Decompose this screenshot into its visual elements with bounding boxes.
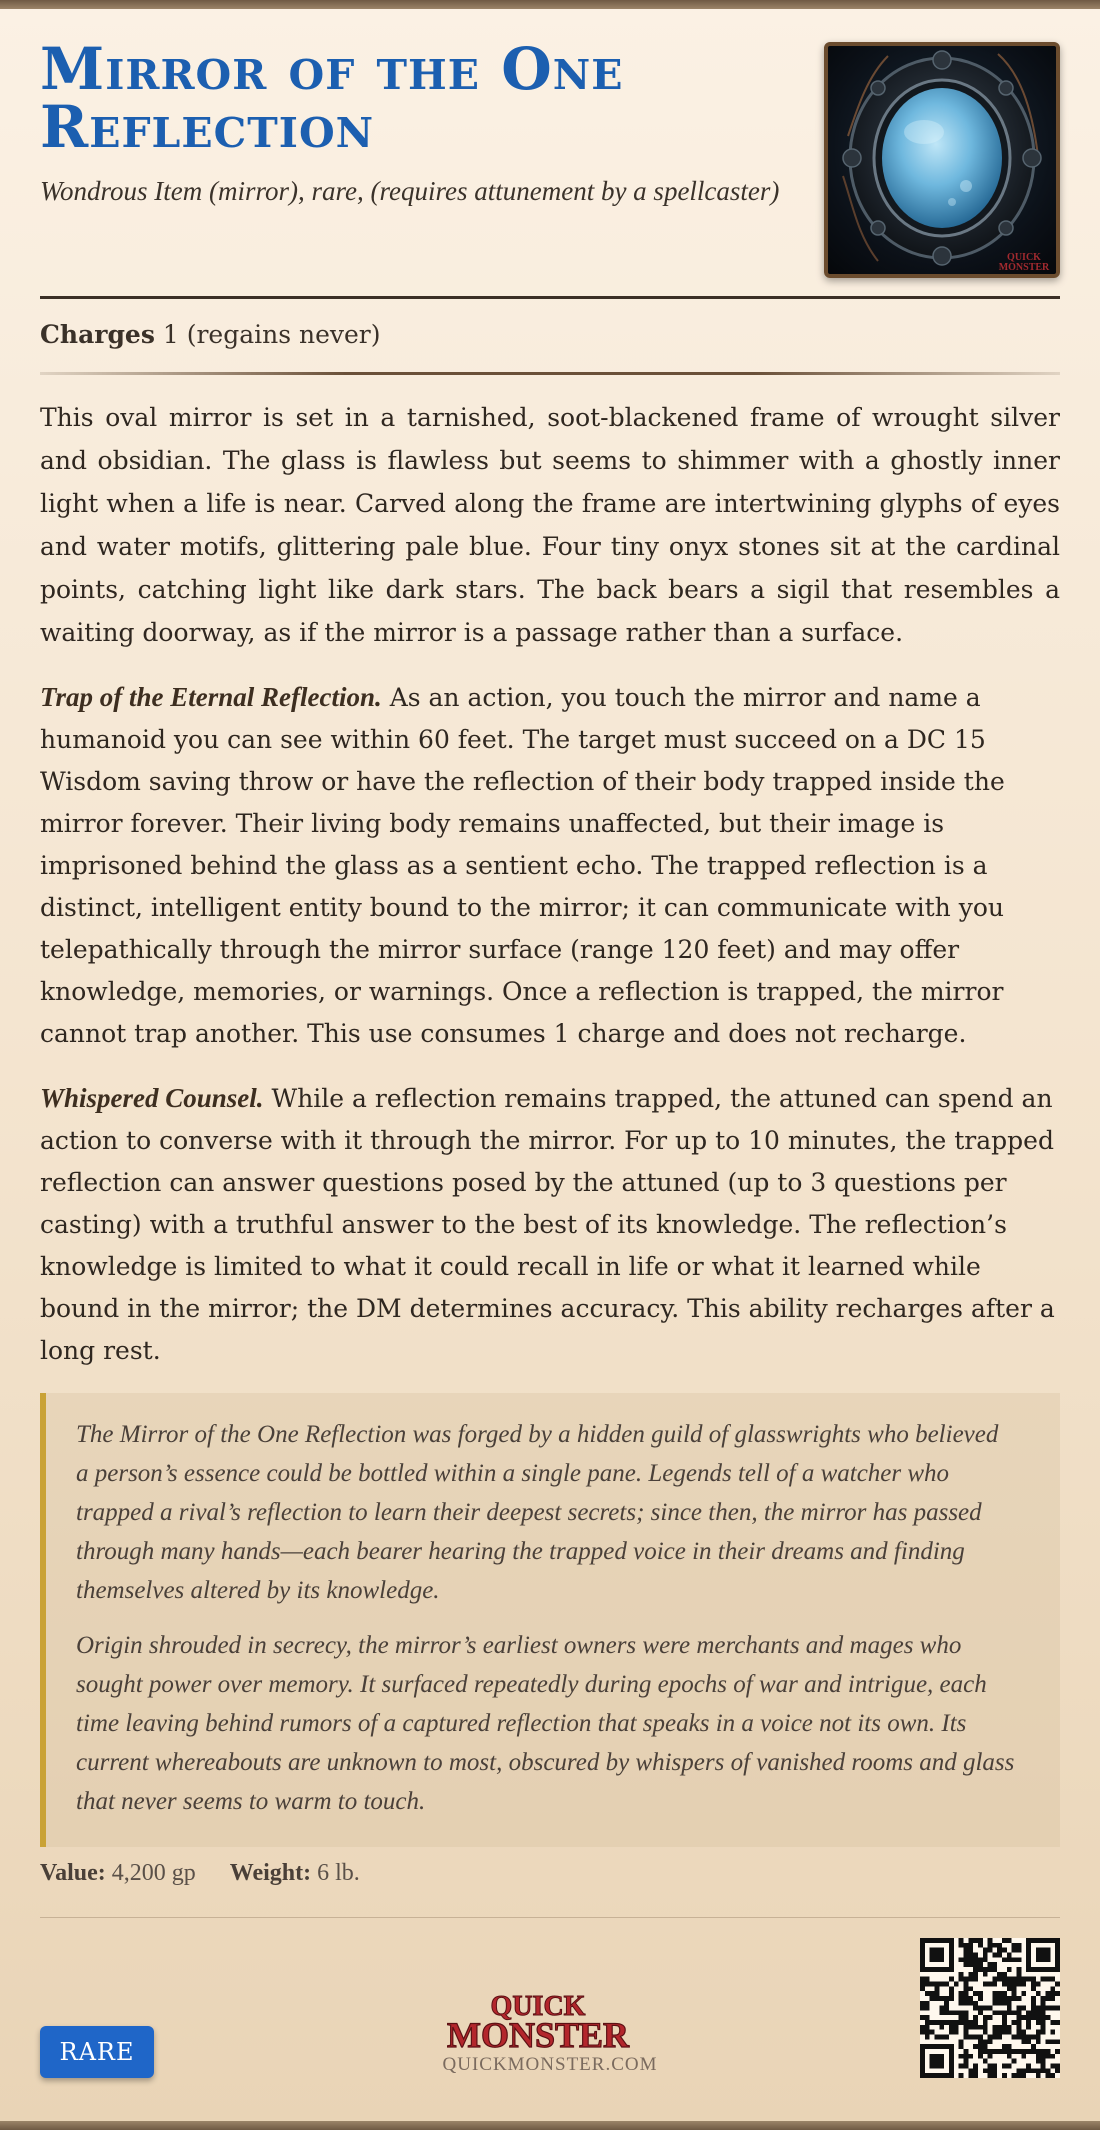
rarity-badge[interactable]: RARE: [40, 2026, 154, 2078]
charges-label: Charges: [40, 320, 155, 349]
header-divider: [40, 296, 1060, 299]
svg-text:QUICK: QUICK: [1007, 252, 1041, 263]
feature-counsel-text: While a reflection remains trapped, the attuned can spend an action to converse with it through the mirror. For up to 10 minutes, the trapped reflection can answer questions posed by the attuned (up to 3 questions per casting) with a truthful answer to the best of its knowledge. The reflection’s knowledge is limited to what it could recall in life or what it learned while bound in the mirror; the DM determines accuracy. This ability recharges after a long rest.: [40, 1084, 1055, 1365]
feature-counsel: [40, 1077, 1060, 1372]
item-description: This oval mirror is set in a tarnished, soot-blackened frame of wrought silver and obsidian. The glass is flawless but seems to shimmer with a ghostly inner light when a life is near. Carved along the frame are intertwining glyphs of eyes and water motifs, glittering pale blue. Four tiny onyx stones sit at the cardinal points, catching light like dark stars. The back bears a sigil that resembles a waiting doorway, as if the mirror is a passage rather than a surface.: [40, 403, 1060, 647]
charges-line: [40, 318, 381, 352]
feature-trap: [40, 676, 1060, 1055]
item-portrait: [824, 42, 1060, 278]
item-subtitle: Wondrous Item (mirror), rare, (requires attunement by a spellcaster): [40, 176, 780, 206]
value-amount: 4,200 gp: [111, 1860, 196, 1886]
feature-trap-text: As an action, you touch the mirror and name a humanoid you can see within 60 feet. The target must succeed on a DC 15 Wisdom saving throw or have the reflection of their body trapped inside the mirror forever. Their living body remains unaffected, but their image is imprisoned behind the glass as a sentient echo. The trapped reflection is a distinct, intelligent entity bound to the mirror; it can communicate with you telepathically through the mirror surface (range 120 feet) and may offer knowledge, memories, or warnings. Once a reflection is trapped, the mirror cannot trap another. This use consumes 1 charge and does not recharge.: [40, 683, 1005, 1048]
logo-quick: QUICK: [490, 1991, 586, 2022]
lore-box: [40, 1393, 1060, 1847]
quickmonster-logo[interactable]: [438, 1985, 638, 2065]
logo-monster: MONSTER: [446, 2015, 630, 2055]
weight-label: Weight:: [229, 1860, 312, 1886]
card-header: [40, 35, 1060, 290]
bottom-border: [0, 2121, 1100, 2130]
item-body: [40, 396, 1060, 1394]
item-meta: [40, 1858, 360, 1888]
oval-mirror-icon: [828, 46, 1056, 274]
lore-paragraph: The Mirror of the One Reflection was forged by a hidden guild of glasswrights who believed a person’s essence could be bottled within a single pane. Legends tell of a watcher who trapped a rival’s reflection to learn their deepest secrets; since then, the mirror has passed through many hands—each bearer hearing the trapped voice in their dreams and finding themselves altered by its knowledge.: [76, 1421, 999, 1604]
feature-counsel-name: Whispered Counsel.: [40, 1083, 264, 1113]
value-label: Value:: [40, 1860, 106, 1886]
charges-value: 1 (regains never): [162, 320, 381, 349]
site-link[interactable]: QUICKMONSTER.COM: [442, 2054, 658, 2075]
item-title: Mirror of the One Reflection: [40, 35, 624, 161]
charges-divider: [40, 372, 1060, 375]
weight-amount: 6 lb.: [317, 1860, 360, 1886]
feature-trap-name: Trap of the Eternal Reflection.: [40, 682, 382, 712]
lore-paragraph: Origin shrouded in secrecy, the mirror’s earliest owners were merchants and mages who sought power over memory. It surfaced repeatedly during epochs of war and intrigue, each time leaving behind rumors of a captured reflection that speaks in a voice not its own. Its current whereabouts are unknown to most, obscured by whispers of vanished rooms and glass that never seems to warm to touch.: [76, 1632, 1015, 1815]
footer-divider: [40, 1917, 1060, 1918]
qr-code-icon[interactable]: [920, 1938, 1060, 2078]
svg-text:MONSTER: MONSTER: [998, 262, 1050, 273]
top-border: [0, 0, 1100, 9]
